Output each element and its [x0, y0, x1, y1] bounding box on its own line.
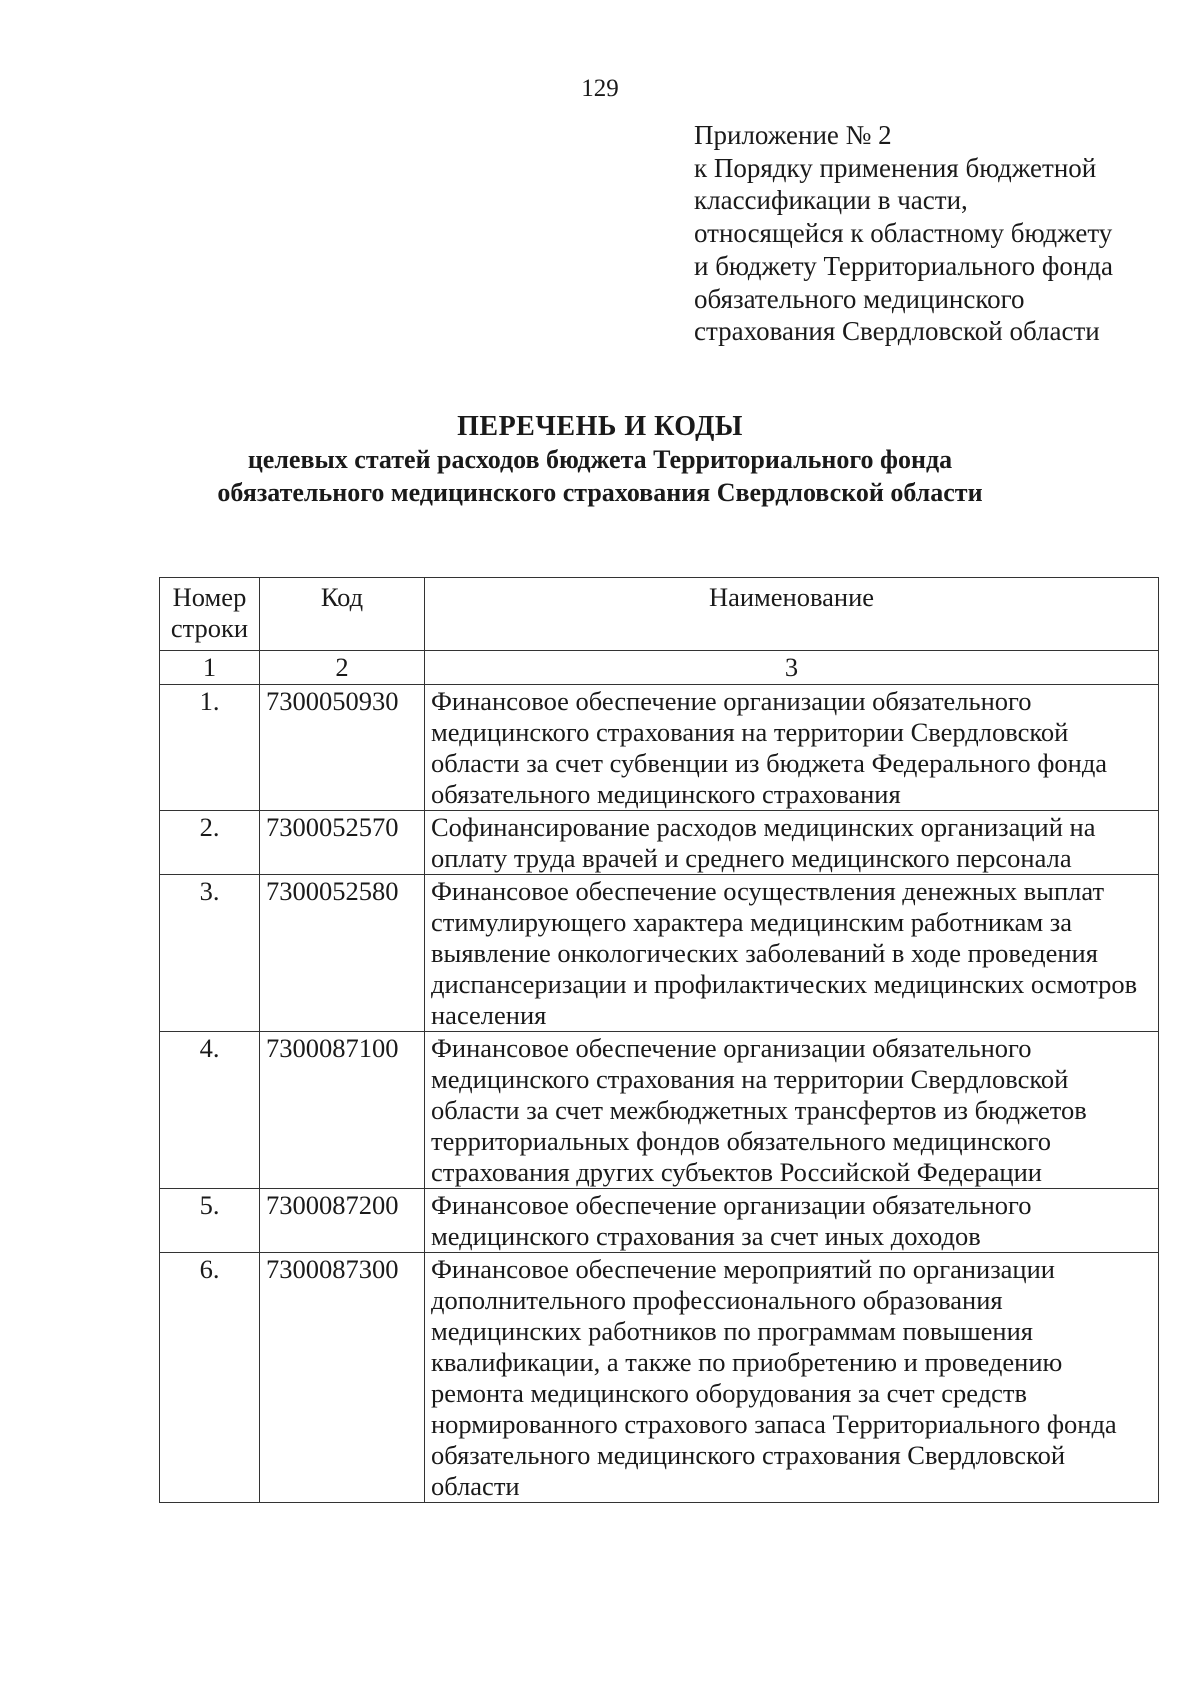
title-line-2: целевых статей расходов бюджета Территориального фонда	[247, 445, 953, 474]
table-row	[160, 685, 1159, 811]
header-code: Код	[260, 578, 425, 651]
column-numbers-row	[160, 651, 1159, 685]
page-number: 129	[581, 75, 619, 102]
row-code: 7300050930	[260, 685, 425, 811]
row-number: 3.	[160, 875, 260, 1032]
document-title	[0, 410, 1200, 509]
row-name: Финансовое обеспечение мероприятий по организации дополнительного профессионального образования медицинских работников по программам повышения квалификации, а также по приобретению и проведению ремонта медицинского оборудования за счет средств нормированного страхового запаса Территориального фонда обязательного медицинского страхования Свердловской области	[425, 1253, 1159, 1503]
header-row-number: Номер строки	[160, 578, 260, 651]
row-number: 4.	[160, 1032, 260, 1189]
codes-table	[159, 577, 1159, 1503]
row-number: 1.	[160, 685, 260, 811]
table-header-row	[160, 578, 1159, 651]
row-number: 5.	[160, 1189, 260, 1253]
row-code: 7300087100	[260, 1032, 425, 1189]
appendix-line: классификации в части,	[694, 185, 968, 216]
row-name: Финансовое обеспечение осуществления денежных выплат стимулирующего характера медицинским работникам за выявление онкологических заболеваний в ходе проведения диспансеризации и профилактических медицинских осмотров населения	[425, 875, 1159, 1032]
title-line-1: ПЕРЕЧЕНЬ И КОДЫ	[457, 411, 743, 442]
row-number: 2.	[160, 811, 260, 875]
appendix-line: страхования Свердловской области	[694, 316, 1100, 347]
row-name: Софинансирование расходов медицинских организаций на оплату труда врачей и среднего медицинского персонала	[425, 811, 1159, 875]
appendix-note	[694, 119, 1174, 348]
appendix-line: Приложение № 2	[694, 120, 892, 150]
table-row	[160, 1253, 1159, 1503]
header-name: Наименование	[425, 578, 1159, 651]
row-name: Финансовое обеспечение организации обязательного медицинского страхования на территории Свердловской области за счет межбюджетных трансфертов из бюджетов территориальных фондов обязательного медицинского страхования других субъектов Российской Федерации	[425, 1032, 1159, 1189]
appendix-line: к Порядку применения бюджетной	[694, 152, 1097, 183]
appendix-line: относящейся к областному бюджету	[694, 218, 1113, 249]
row-number: 6.	[160, 1253, 260, 1503]
row-code: 7300052580	[260, 875, 425, 1032]
table-row	[160, 1032, 1159, 1189]
row-name: Финансовое обеспечение организации обязательного медицинского страхования на территории Свердловской области за счет субвенции из бюджета Федерального фонда обязательного медицинского страхования	[425, 685, 1159, 811]
row-code: 7300087300	[260, 1253, 425, 1503]
table-row	[160, 811, 1159, 875]
title-line-3: обязательного медицинского страхования Свердловской области	[217, 478, 983, 507]
table-row	[160, 1189, 1159, 1253]
row-code: 7300052570	[260, 811, 425, 875]
column-number: 1	[160, 651, 260, 685]
row-code: 7300087200	[260, 1189, 425, 1253]
row-name: Финансовое обеспечение организации обязательного медицинского страхования за счет иных доходов	[425, 1189, 1159, 1253]
table-row	[160, 875, 1159, 1032]
appendix-line: и бюджету Территориального фонда	[694, 250, 1114, 281]
column-number: 2	[260, 651, 425, 685]
appendix-line: обязательного медицинского	[694, 283, 1025, 314]
column-number: 3	[425, 651, 1159, 685]
